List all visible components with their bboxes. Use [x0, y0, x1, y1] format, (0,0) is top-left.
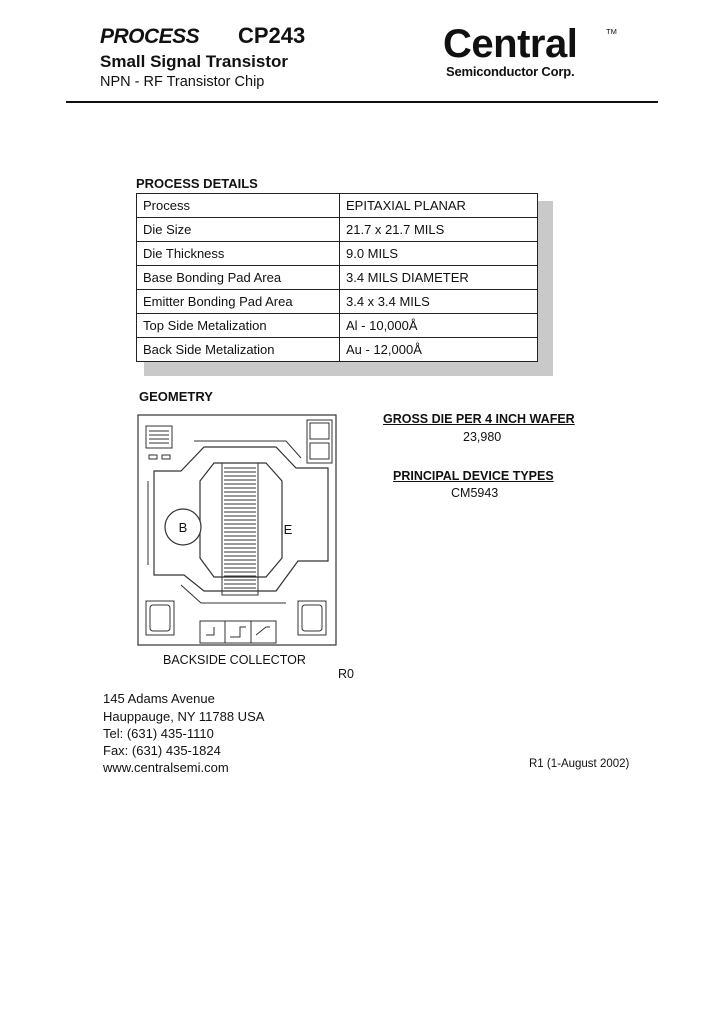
address-tel: Tel: (631) 435-1110: [103, 726, 214, 741]
base-pad-label: B: [178, 520, 188, 535]
backside-collector-label: BACKSIDE COLLECTOR: [163, 653, 306, 667]
table-row: [137, 266, 538, 290]
subtitle: Small Signal Transistor: [100, 52, 289, 71]
table-row: [137, 218, 538, 242]
company-logo-subtitle: Semiconductor Corp.: [446, 64, 575, 79]
table-row: [137, 194, 538, 218]
row-value: 3.4 x 3.4 MILS: [340, 290, 538, 314]
table-row: [137, 242, 538, 266]
process-details-title: PROCESS DETAILS: [136, 176, 258, 191]
address-street: 145 Adams Avenue: [103, 691, 215, 706]
row-label: Die Size: [137, 218, 340, 242]
row-label: Back Side Metalization: [137, 338, 340, 362]
row-label: Emitter Bonding Pad Area: [137, 290, 340, 314]
device-types-title: PRINCIPAL DEVICE TYPES: [393, 469, 554, 483]
row-label: Top Side Metalization: [137, 314, 340, 338]
device-types-value: CM5943: [451, 486, 499, 500]
row-value: 21.7 x 21.7 MILS: [340, 218, 538, 242]
gross-die-title: GROSS DIE PER 4 INCH WAFER: [383, 412, 575, 426]
row-value: 3.4 MILS DIAMETER: [340, 266, 538, 290]
process-label: PROCESS: [100, 25, 200, 48]
subtitle-secondary: NPN - RF Transistor Chip: [100, 74, 265, 90]
address-fax: Fax: (631) 435-1824: [103, 743, 221, 758]
geometry-title: GEOMETRY: [139, 389, 213, 404]
die-geometry-diagram: [136, 413, 338, 648]
emitter-pad-label: E: [283, 522, 293, 537]
row-label: Base Bonding Pad Area: [137, 266, 340, 290]
table-row: [137, 338, 538, 362]
gross-die-value: 23,980: [463, 430, 502, 444]
part-number: CP243: [238, 23, 306, 48]
process-details-table: [136, 193, 538, 362]
row-label: Process: [137, 194, 340, 218]
company-logo: Central: [443, 22, 578, 66]
document-revision: R1 (1-August 2002): [529, 758, 630, 770]
header-divider: [66, 101, 658, 103]
row-value: Au - 12,000Å: [340, 338, 538, 362]
table-row: [137, 290, 538, 314]
table-row: [137, 314, 538, 338]
trademark-mark: TM: [606, 27, 617, 36]
row-value: 9.0 MILS: [340, 242, 538, 266]
address-city: Hauppauge, NY 11788 USA: [103, 709, 265, 724]
row-label: Die Thickness: [137, 242, 340, 266]
row-value: EPITAXIAL PLANAR: [340, 194, 538, 218]
row-value: Al - 10,000Å: [340, 314, 538, 338]
geometry-revision: R0: [338, 667, 354, 681]
website-link[interactable]: www.centralsemi.com: [103, 760, 229, 775]
